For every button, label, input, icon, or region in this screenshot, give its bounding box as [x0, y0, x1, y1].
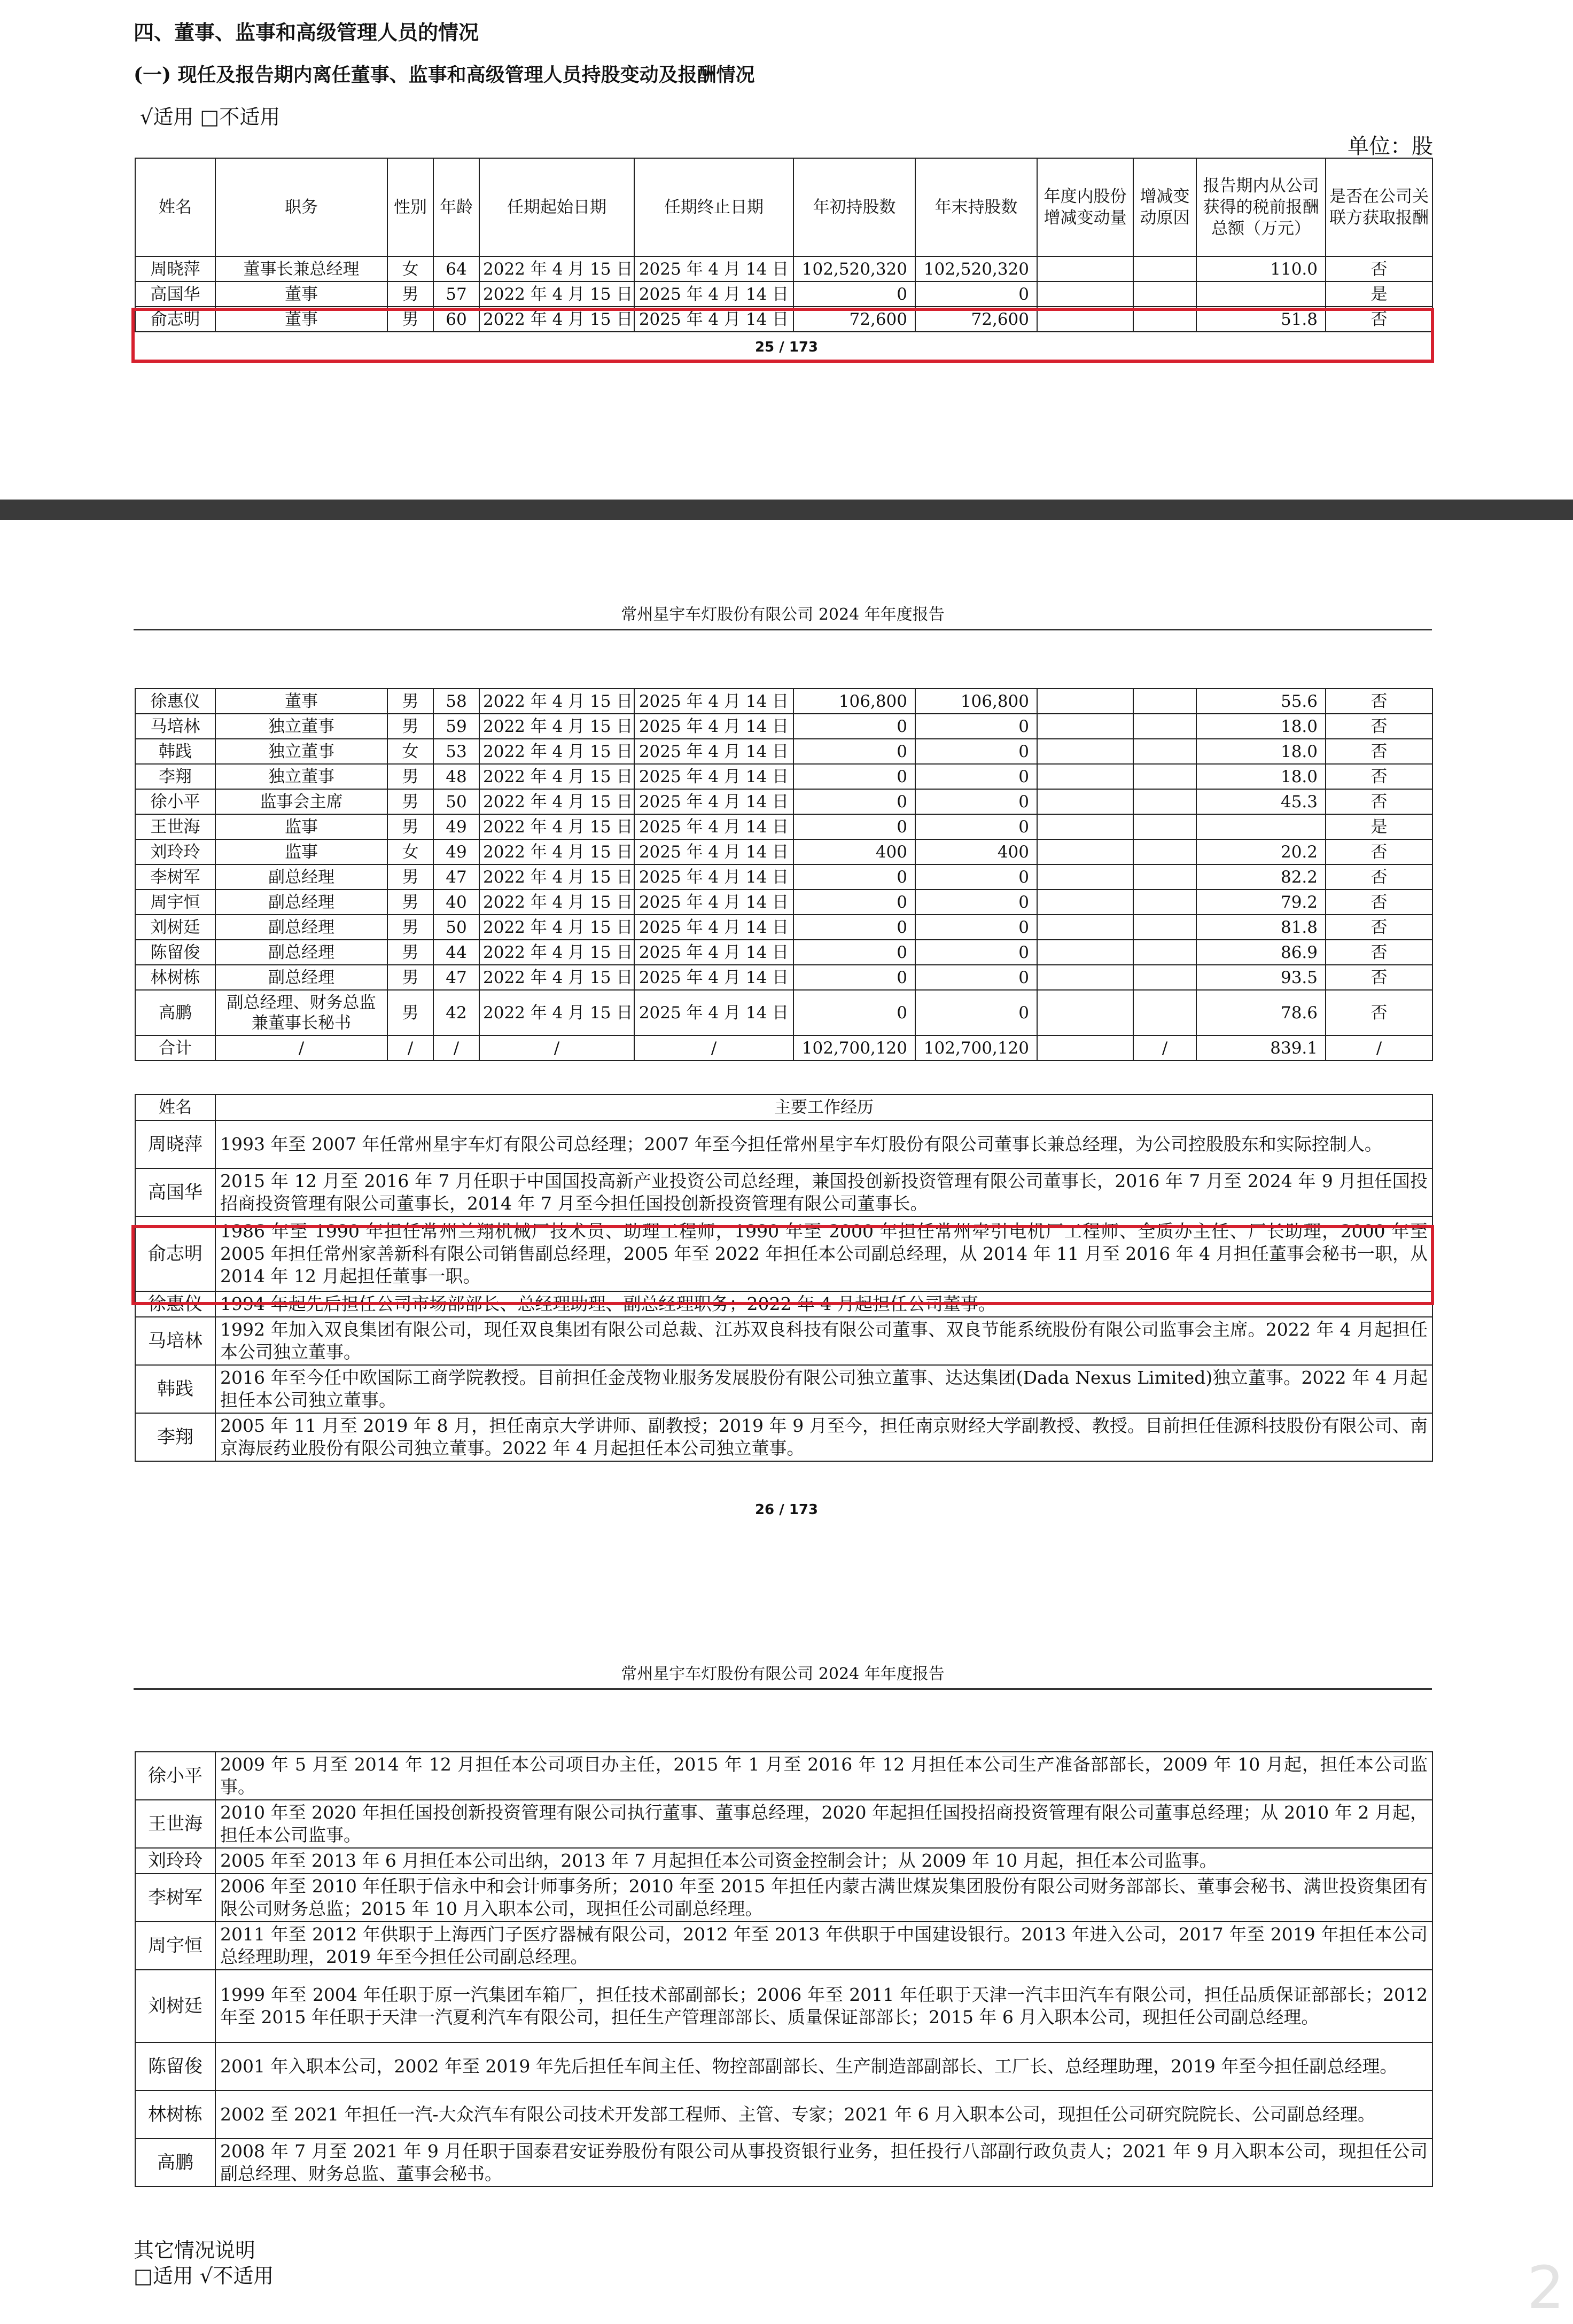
holdings-cell: 102,520,320	[793, 256, 915, 282]
experience-name: 高鹏	[135, 2139, 215, 2187]
holdings-header-cell: 职务	[215, 158, 387, 256]
holdings-table-part2	[135, 688, 1433, 1061]
holdings-cell: 2025 年 4 月 14 日	[634, 940, 793, 965]
page-separator	[0, 500, 1573, 520]
experience-text: 2016 年至今任中欧国际工商学院教授。目前担任金茂物业服务发展股份有限公司独立董事、达达集团(Dada Nexus Limited)独立董事。2022 年 4 月起担任本公司独立董事。	[215, 1365, 1432, 1413]
holdings-cell: 副总经理	[215, 940, 387, 965]
holdings-row	[135, 814, 1432, 839]
holdings-cell: 47	[433, 864, 479, 890]
holdings-header-cell: 任期起始日期	[479, 158, 634, 256]
holdings-cell: 周宇恒	[135, 890, 215, 915]
holdings-cell: 47	[433, 965, 479, 990]
holdings-cell: 0	[793, 764, 915, 789]
holdings-row	[135, 789, 1432, 814]
holdings-header-cell: 年度内股份增减变动量	[1037, 158, 1133, 256]
other-notes-option: □适用 √不适用	[134, 2264, 274, 2288]
holdings-cell: 2022 年 4 月 15 日	[479, 764, 634, 789]
holdings-cell: 否	[1326, 864, 1432, 890]
holdings-cell: 0	[793, 890, 915, 915]
holdings-cell: 2025 年 4 月 14 日	[634, 890, 793, 915]
experience-row	[135, 1752, 1432, 1800]
holdings-cell: 监事会主席	[215, 789, 387, 814]
holdings-cell: 董事	[215, 307, 387, 332]
experience-text: 1999 年至 2004 年任职于原一汽集团车箱厂，担任技术部副部长；2006 年至 2011 年任职于天津一汽丰田汽车有限公司，担任品质保证部部长；2012 年至 2015 年任职于天津一汽夏利汽车有限公司，担任生产管理部部长、质量保证部部长；2015 年 6 月入职本公司，现担任公司副总经理。	[215, 1970, 1432, 2042]
other-notes-title: 其它情况说明	[134, 2239, 256, 2262]
experience-row	[135, 1365, 1432, 1413]
experience-text: 1993 年至 2007 年任常州星宇车灯有限公司总经理；2007 年至今担任常州星宇车灯股份有限公司董事长兼总经理，为公司控股股东和实际控制人。	[215, 1120, 1432, 1168]
experience-row	[135, 1317, 1432, 1365]
holdings-cell: 男	[387, 689, 433, 714]
page-27	[0, 1594, 1573, 2324]
holdings-cell: 副总经理、财务总监兼董事长秘书	[215, 990, 387, 1035]
holdings-cell: 独立董事	[215, 764, 387, 789]
holdings-cell: 0	[793, 789, 915, 814]
experience-row	[135, 1168, 1432, 1216]
holdings-cell: 0	[793, 990, 915, 1035]
holdings-cell: 男	[387, 965, 433, 990]
page-corner-mark: 2	[1527, 2253, 1564, 2322]
holdings-cell	[1037, 965, 1133, 990]
experience-text: 2001 年入职本公司，2002 年至 2019 年先后担任车间主任、物控部副部长、生产制造部副部长、工厂长、总经理助理，2019 年至今担任副总经理。	[215, 2042, 1432, 2091]
holdings-cell: 女	[387, 839, 433, 864]
holdings-cell: 53	[433, 739, 479, 764]
holdings-cell: 72,600	[793, 307, 915, 332]
holdings-cell: 110.0	[1196, 256, 1326, 282]
holdings-cell: 2025 年 4 月 14 日	[634, 915, 793, 940]
holdings-cell: 徐小平	[135, 789, 215, 814]
holdings-cell: 0	[915, 990, 1037, 1035]
holdings-header-cell: 姓名	[135, 158, 215, 256]
holdings-cell	[1037, 282, 1133, 307]
holdings-cell	[1196, 814, 1326, 839]
holdings-cell: 男	[387, 814, 433, 839]
holdings-cell: 副总经理	[215, 965, 387, 990]
applicable-option: √适用 □不适用	[140, 105, 281, 129]
holdings-cell: /	[215, 1035, 387, 1060]
holdings-cell	[1133, 689, 1196, 714]
holdings-cell	[1133, 256, 1196, 282]
holdings-cell: 男	[387, 714, 433, 739]
holdings-cell: 64	[433, 256, 479, 282]
holdings-cell: 2022 年 4 月 15 日	[479, 965, 634, 990]
holdings-cell: 59	[433, 714, 479, 739]
holdings-cell: 陈留俊	[135, 940, 215, 965]
holdings-row	[135, 739, 1432, 764]
holdings-cell: /	[433, 1035, 479, 1060]
holdings-cell: 57	[433, 282, 479, 307]
holdings-row	[135, 990, 1432, 1035]
holdings-cell: 0	[915, 814, 1037, 839]
experience-text: 1992 年加入双良集团有限公司，现任双良集团有限公司总裁、江苏双良科技有限公司董事、双良节能系统股份有限公司监事会主席。2022 年 4 月起担任本公司独立董事。	[215, 1317, 1432, 1365]
holdings-cell: 2025 年 4 月 14 日	[634, 739, 793, 764]
holdings-cell	[1037, 714, 1133, 739]
holdings-cell: 45.3	[1196, 789, 1326, 814]
experience-name: 徐惠仪	[135, 1291, 215, 1317]
holdings-cell	[1133, 739, 1196, 764]
holdings-row	[135, 940, 1432, 965]
holdings-cell: 2022 年 4 月 15 日	[479, 714, 634, 739]
holdings-cell: 合计	[135, 1035, 215, 1060]
holdings-cell: 是	[1326, 814, 1432, 839]
holdings-cell: 刘玲玲	[135, 839, 215, 864]
holdings-cell: 0	[793, 965, 915, 990]
page-26	[0, 520, 1573, 1594]
holdings-cell: 102,700,120	[793, 1035, 915, 1060]
holdings-cell: 高国华	[135, 282, 215, 307]
holdings-cell: /	[1133, 1035, 1196, 1060]
holdings-cell: 副总经理	[215, 890, 387, 915]
holdings-cell: 2025 年 4 月 14 日	[634, 965, 793, 990]
holdings-cell	[1133, 839, 1196, 864]
holdings-cell: 93.5	[1196, 965, 1326, 990]
holdings-cell: 839.1	[1196, 1035, 1326, 1060]
holdings-cell: 男	[387, 990, 433, 1035]
holdings-cell: 徐惠仪	[135, 689, 215, 714]
holdings-cell: /	[634, 1035, 793, 1060]
experience-name: 韩践	[135, 1365, 215, 1413]
holdings-cell: 否	[1326, 915, 1432, 940]
holdings-cell: /	[387, 1035, 433, 1060]
holdings-cell: 董事	[215, 282, 387, 307]
experience-row	[135, 2139, 1432, 2187]
page-number: 26 / 173	[754, 1502, 819, 1518]
experience-text: 1986 年至 1990 年担任常州兰翔机械厂技术员、助理工程师，1990 年至 2000 年担任常州牵引电机厂工程师、全质办主任、厂长助理，2000 年至 2005 年担任常州家善新科有限公司销售副总经理，2005 年至 2022 年担任本公司副总经理，从 2014 年 11 月至 2016 年 4 月担任董事会秘书一职，从 2014 年 12 月起担任董事一职。	[215, 1216, 1432, 1291]
holdings-cell: 49	[433, 814, 479, 839]
holdings-cell: 50	[433, 915, 479, 940]
holdings-cell: 50	[433, 789, 479, 814]
holdings-cell: 2025 年 4 月 14 日	[634, 689, 793, 714]
holdings-cell: 60	[433, 307, 479, 332]
holdings-cell	[1037, 864, 1133, 890]
page-25	[0, 0, 1573, 500]
holdings-cell: 0	[915, 915, 1037, 940]
holdings-cell: 40	[433, 890, 479, 915]
holdings-cell: 俞志明	[135, 307, 215, 332]
holdings-header-cell: 年龄	[433, 158, 479, 256]
holdings-cell: 2025 年 4 月 14 日	[634, 256, 793, 282]
unit-label: 单位：股	[1348, 134, 1433, 159]
holdings-cell: /	[1326, 1035, 1432, 1060]
experience-row	[135, 1970, 1432, 2042]
holdings-cell: 监事	[215, 839, 387, 864]
experience-name: 李翔	[135, 1413, 215, 1461]
holdings-row	[135, 965, 1432, 990]
holdings-cell: 2022 年 4 月 15 日	[479, 689, 634, 714]
holdings-cell: 51.8	[1196, 307, 1326, 332]
holdings-cell: 102,700,120	[915, 1035, 1037, 1060]
holdings-cell: 20.2	[1196, 839, 1326, 864]
holdings-cell: 2022 年 4 月 15 日	[479, 256, 634, 282]
holdings-cell: 0	[915, 965, 1037, 990]
holdings-cell: 0	[915, 940, 1037, 965]
holdings-cell: 0	[793, 714, 915, 739]
holdings-cell: 周晓萍	[135, 256, 215, 282]
holdings-cell: 否	[1326, 890, 1432, 915]
holdings-cell: 0	[793, 940, 915, 965]
holdings-cell: 42	[433, 990, 479, 1035]
page-number: 25 / 173	[754, 339, 819, 355]
holdings-cell: 2022 年 4 月 15 日	[479, 940, 634, 965]
holdings-cell: 49	[433, 839, 479, 864]
holdings-cell: 0	[915, 282, 1037, 307]
holdings-cell: 林树栋	[135, 965, 215, 990]
holdings-row	[135, 915, 1432, 940]
holdings-cell: 0	[793, 282, 915, 307]
experience-table-part2	[135, 1751, 1433, 2187]
holdings-cell: 2025 年 4 月 14 日	[634, 764, 793, 789]
holdings-cell	[1133, 814, 1196, 839]
holdings-cell: 否	[1326, 990, 1432, 1035]
holdings-cell: 否	[1326, 839, 1432, 864]
holdings-cell: 女	[387, 739, 433, 764]
experience-name: 高国华	[135, 1168, 215, 1216]
holdings-cell: 男	[387, 282, 433, 307]
holdings-header-cell: 年末持股数	[915, 158, 1037, 256]
holdings-cell: 2022 年 4 月 15 日	[479, 789, 634, 814]
experience-name: 周宇恒	[135, 1922, 215, 1970]
experience-text: 1994 年起先后担任公司市场部部长、总经理助理、副总经理职务；2022 年 4 月起担任公司董事。	[215, 1291, 1432, 1317]
holdings-cell: 否	[1326, 689, 1432, 714]
holdings-cell	[1133, 282, 1196, 307]
experience-name: 徐小平	[135, 1752, 215, 1800]
holdings-cell: 2025 年 4 月 14 日	[634, 307, 793, 332]
experience-text: 2010 年至 2020 年担任国投创新投资管理有限公司执行董事、董事总经理，2020 年起担任国投招商投资管理有限公司董事总经理；从 2010 年 2 月起，担任本公司监事。	[215, 1800, 1432, 1848]
holdings-header-cell: 任期终止日期	[634, 158, 793, 256]
holdings-cell: 2022 年 4 月 15 日	[479, 890, 634, 915]
holdings-cell: 马培林	[135, 714, 215, 739]
holdings-cell: 2025 年 4 月 14 日	[634, 839, 793, 864]
holdings-cell: 监事	[215, 814, 387, 839]
holdings-cell: 0	[793, 915, 915, 940]
holdings-cell	[1133, 789, 1196, 814]
holdings-cell: 18.0	[1196, 764, 1326, 789]
experience-header-cell: 主要工作经历	[215, 1095, 1432, 1120]
experience-row	[135, 1800, 1432, 1848]
holdings-cell: 0	[915, 714, 1037, 739]
holdings-cell: 2025 年 4 月 14 日	[634, 714, 793, 739]
holdings-cell	[1037, 839, 1133, 864]
holdings-cell: 400	[793, 839, 915, 864]
holdings-cell: 2022 年 4 月 15 日	[479, 739, 634, 764]
holdings-row	[135, 689, 1432, 714]
experience-name: 刘玲玲	[135, 1848, 215, 1874]
holdings-cell: 58	[433, 689, 479, 714]
holdings-cell	[1037, 890, 1133, 915]
holdings-cell: 2022 年 4 月 15 日	[479, 915, 634, 940]
experience-text: 2006 年至 2010 年任职于信永中和会计师事务所；2010 年至 2015 年担任内蒙古满世煤炭集团股份有限公司财务部部长、董事会秘书、满世投资集团有限公司财务总监；2015 年 10 月入职本公司，现担任公司副总经理。	[215, 1874, 1432, 1922]
holdings-cell: 18.0	[1196, 714, 1326, 739]
holdings-row	[135, 282, 1432, 307]
holdings-cell: 董事	[215, 689, 387, 714]
holdings-cell	[1037, 764, 1133, 789]
holdings-cell: 0	[793, 814, 915, 839]
holdings-cell	[1133, 940, 1196, 965]
holdings-cell	[1133, 714, 1196, 739]
holdings-cell	[1037, 915, 1133, 940]
experience-row	[135, 1413, 1432, 1461]
holdings-cell: 2025 年 4 月 14 日	[634, 990, 793, 1035]
holdings-cell: 男	[387, 764, 433, 789]
holdings-cell: 2022 年 4 月 15 日	[479, 282, 634, 307]
holdings-cell: 400	[915, 839, 1037, 864]
holdings-cell	[1196, 282, 1326, 307]
holdings-row	[135, 864, 1432, 890]
holdings-cell: 0	[915, 890, 1037, 915]
holdings-cell: 2022 年 4 月 15 日	[479, 839, 634, 864]
holdings-row	[135, 1035, 1432, 1060]
holdings-row	[135, 839, 1432, 864]
holdings-cell: 男	[387, 307, 433, 332]
holdings-cell: 2022 年 4 月 15 日	[479, 814, 634, 839]
report-header: 常州星宇车灯股份有限公司 2024 年年度报告	[134, 1660, 1432, 1690]
holdings-cell: 79.2	[1196, 890, 1326, 915]
experience-text: 2008 年 7 月至 2021 年 9 月任职于国泰君安证券股份有限公司从事投资银行业务，担任投行八部副行政负责人；2021 年 9 月入职本公司，现担任公司副总经理、财务总监、董事会秘书。	[215, 2139, 1432, 2187]
holdings-cell	[1037, 789, 1133, 814]
holdings-header-cell: 性别	[387, 158, 433, 256]
holdings-table-part1	[135, 158, 1433, 332]
holdings-cell: 李翔	[135, 764, 215, 789]
holdings-cell: 女	[387, 256, 433, 282]
holdings-cell	[1037, 814, 1133, 839]
experience-name: 周晓萍	[135, 1120, 215, 1168]
holdings-header-cell: 增减变动原因	[1133, 158, 1196, 256]
holdings-cell: 男	[387, 915, 433, 940]
holdings-cell	[1133, 990, 1196, 1035]
holdings-cell: 2025 年 4 月 14 日	[634, 864, 793, 890]
holdings-cell	[1133, 864, 1196, 890]
holdings-cell: 否	[1326, 764, 1432, 789]
holdings-cell: 0	[915, 739, 1037, 764]
holdings-cell: 72,600	[915, 307, 1037, 332]
holdings-cell: 106,800	[793, 689, 915, 714]
experience-name: 俞志明	[135, 1216, 215, 1291]
holdings-cell: 18.0	[1196, 739, 1326, 764]
holdings-cell: 韩践	[135, 739, 215, 764]
holdings-cell: 高鹏	[135, 990, 215, 1035]
holdings-cell: 102,520,320	[915, 256, 1037, 282]
holdings-cell	[1037, 256, 1133, 282]
holdings-cell: 2022 年 4 月 15 日	[479, 307, 634, 332]
holdings-cell: 男	[387, 940, 433, 965]
holdings-row	[135, 256, 1432, 282]
experience-row	[135, 1874, 1432, 1922]
holdings-cell: 106,800	[915, 689, 1037, 714]
holdings-cell: 刘树廷	[135, 915, 215, 940]
holdings-cell	[1037, 739, 1133, 764]
holdings-cell: 否	[1326, 789, 1432, 814]
holdings-cell: /	[479, 1035, 634, 1060]
holdings-cell: 78.6	[1196, 990, 1326, 1035]
holdings-cell: 2025 年 4 月 14 日	[634, 814, 793, 839]
holdings-cell: 独立董事	[215, 739, 387, 764]
holdings-cell: 2025 年 4 月 14 日	[634, 789, 793, 814]
holdings-cell: 副总经理	[215, 915, 387, 940]
holdings-cell: 否	[1326, 940, 1432, 965]
holdings-cell: 独立董事	[215, 714, 387, 739]
holdings-row	[135, 890, 1432, 915]
holdings-cell: 48	[433, 764, 479, 789]
highlight-yu-zhiming-experience	[131, 1225, 1434, 1305]
experience-text: 2005 年 11 月至 2019 年 8 月，担任南京大学讲师、副教授；2019 年 9 月至今，担任南京财经大学副教授、教授。目前担任佳源科技股份有限公司、南京海辰药业股份有限公司独立董事。2022 年 4 月起担任本公司独立董事。	[215, 1413, 1432, 1461]
experience-row	[135, 1848, 1432, 1874]
holdings-cell: 2022 年 4 月 15 日	[479, 864, 634, 890]
holdings-cell: 男	[387, 890, 433, 915]
holdings-cell: 王世海	[135, 814, 215, 839]
holdings-cell: 82.2	[1196, 864, 1326, 890]
experience-name: 陈留俊	[135, 2042, 215, 2091]
experience-text: 2011 年至 2012 年供职于上海西门子医疗器械有限公司，2012 年至 2013 年供职于中国建设银行。2013 年进入公司，2017 年至 2019 年担任本公司总经理助理，2019 年至今担任公司副总经理。	[215, 1922, 1432, 1970]
experience-name: 李树军	[135, 1874, 215, 1922]
holdings-header-cell: 报告期内从公司获得的税前报酬总额（万元）	[1196, 158, 1326, 256]
holdings-cell: 董事长兼总经理	[215, 256, 387, 282]
holdings-cell: 是	[1326, 282, 1432, 307]
holdings-cell: 男	[387, 864, 433, 890]
holdings-cell: 否	[1326, 307, 1432, 332]
experience-row	[135, 1120, 1432, 1168]
holdings-cell: 0	[915, 764, 1037, 789]
holdings-cell	[1133, 890, 1196, 915]
experience-row	[135, 1922, 1432, 1970]
holdings-cell	[1037, 1035, 1133, 1060]
other-notes	[134, 2237, 274, 2289]
holdings-cell	[1133, 764, 1196, 789]
subsection-title: (一) 现任及报告期内离任董事、监事和高级管理人员持股变动及报酬情况	[134, 64, 755, 86]
experience-header-row	[135, 1095, 1432, 1120]
holdings-cell: 44	[433, 940, 479, 965]
experience-text: 2005 年至 2013 年 6 月担任本公司出纳，2013 年 7 月起担任本公司资金控制会计；从 2009 年 10 月起，担任本公司监事。	[215, 1848, 1432, 1874]
holdings-cell	[1133, 915, 1196, 940]
experience-text: 2002 至 2021 年担任一汽-大众汽车有限公司技术开发部工程师、主管、专家；2021 年 6 月入职本公司，现担任公司研究院院长、公司副总经理。	[215, 2091, 1432, 2139]
holdings-cell: 男	[387, 789, 433, 814]
experience-name: 王世海	[135, 1800, 215, 1848]
holdings-cell: 0	[793, 739, 915, 764]
experience-header-cell: 姓名	[135, 1095, 215, 1120]
experience-row	[135, 2042, 1432, 2091]
holdings-cell: 2022 年 4 月 15 日	[479, 990, 634, 1035]
holdings-cell: 0	[915, 864, 1037, 890]
holdings-cell: 否	[1326, 965, 1432, 990]
holdings-cell: 否	[1326, 739, 1432, 764]
section-title: 四、董事、监事和高级管理人员的情况	[134, 20, 479, 44]
holdings-cell: 副总经理	[215, 864, 387, 890]
experience-row	[135, 2091, 1432, 2139]
holdings-cell	[1037, 990, 1133, 1035]
holdings-row	[135, 764, 1432, 789]
holdings-cell	[1133, 965, 1196, 990]
holdings-cell: 0	[793, 864, 915, 890]
holdings-cell	[1037, 689, 1133, 714]
holdings-cell: 2025 年 4 月 14 日	[634, 282, 793, 307]
holdings-cell: 55.6	[1196, 689, 1326, 714]
experience-name: 刘树廷	[135, 1970, 215, 2042]
experience-text: 2009 年 5 月至 2014 年 12 月担任本公司项目办主任，2015 年 1 月至 2016 年 12 月担任本公司生产准备部部长，2009 年 10 月起，担任本公司监事。	[215, 1752, 1432, 1800]
holdings-cell	[1037, 940, 1133, 965]
holdings-cell: 李树军	[135, 864, 215, 890]
holdings-header-cell: 是否在公司关联方获取报酬	[1326, 158, 1432, 256]
holdings-cell: 否	[1326, 256, 1432, 282]
report-header: 常州星宇车灯股份有限公司 2024 年年度报告	[134, 601, 1432, 630]
experience-text: 2015 年 12 月至 2016 年 7 月任职于中国国投高新产业投资公司总经理，兼国投创新投资管理有限公司董事长，2016 年 7 月至 2024 年 9 月担任国投招商投资管理有限公司董事长，2014 年 7 月至今担任国投创新投资管理有限公司董事长。	[215, 1168, 1432, 1216]
holdings-cell: 0	[915, 789, 1037, 814]
holdings-header-cell: 年初持股数	[793, 158, 915, 256]
holdings-cell: 86.9	[1196, 940, 1326, 965]
experience-name: 林树栋	[135, 2091, 215, 2139]
holdings-row	[135, 714, 1432, 739]
holdings-cell: 81.8	[1196, 915, 1326, 940]
experience-name: 马培林	[135, 1317, 215, 1365]
holdings-cell: 否	[1326, 714, 1432, 739]
